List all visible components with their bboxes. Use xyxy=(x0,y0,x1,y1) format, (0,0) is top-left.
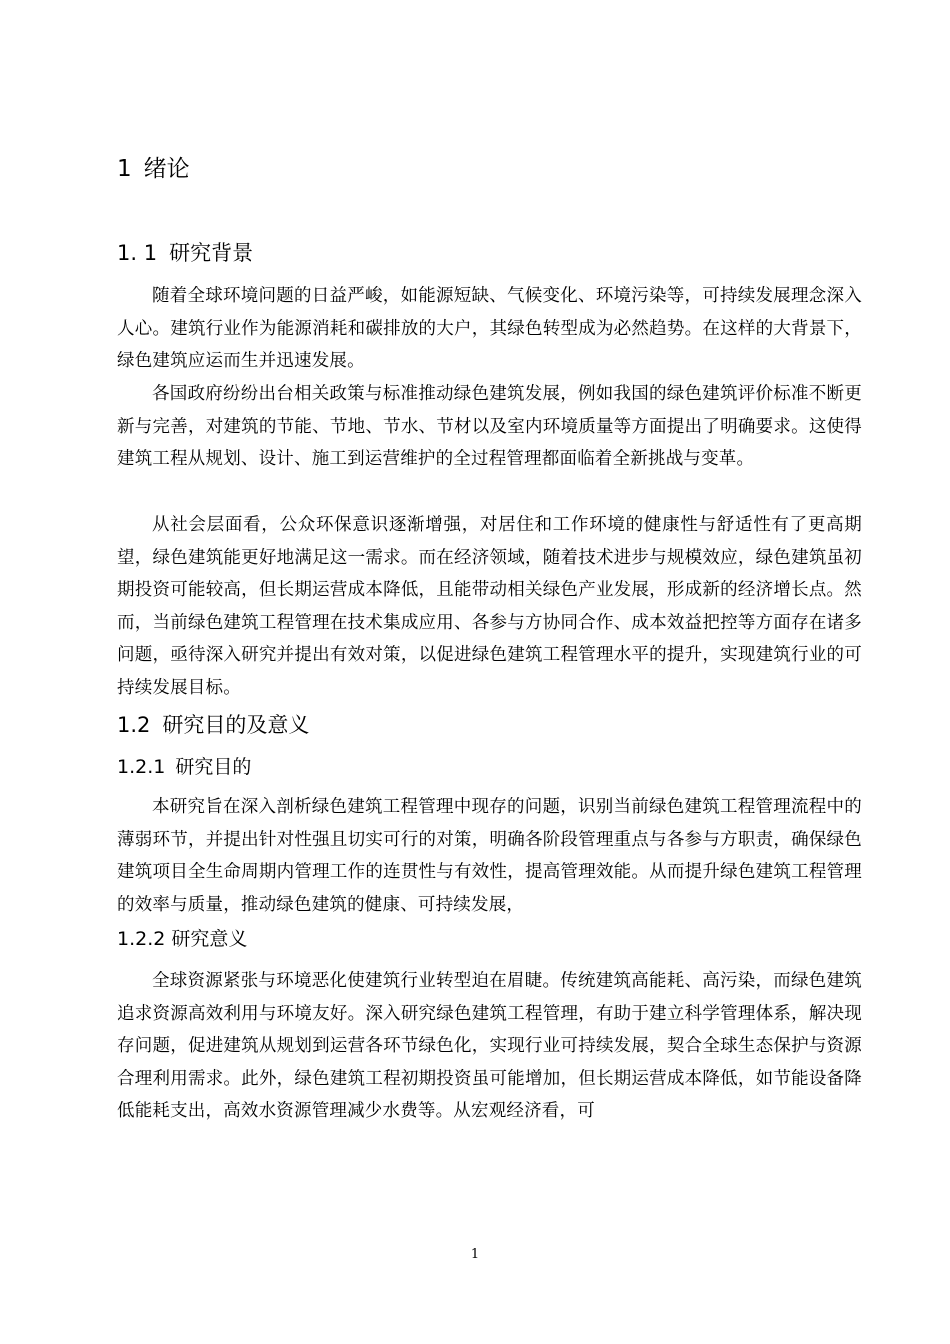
subsection-heading-1-2-1 xyxy=(117,753,251,781)
section-heading-1-1 xyxy=(117,238,253,268)
subsection-number: 1.2.1 xyxy=(117,756,166,778)
page-number: 1 xyxy=(470,1247,480,1262)
paragraph-background-3: 从社会层面看，公众环保意识逐渐增强，对居住和工作环境的健康性与舒适性有了更高期望，绿色建筑能更好地满足这一需求。而在经济领域，随着技术进步与规模效应，绿色建筑虽初期投资可能较高，但长期运营成本降低，且能带动相关绿色产业发展，形成新的经济增长点。然而，当前绿色建筑工程管理在技术集成应用、各参与方协同合作、成本效益把控等方面存在诸多问题，亟待深入研究并提出有效对策，以促进绿色建筑工程管理水平的提升，实现建筑行业的可持续发展目标。 xyxy=(117,515,862,698)
section-title: 研究背景 xyxy=(169,241,254,265)
chapter-number: 1 xyxy=(117,156,132,182)
section-heading-1-2 xyxy=(117,710,309,740)
paragraph-background-1: 随着全球环境问题的日益严峻，如能源短缺、气候变化、环境污染等，可持续发展理念深入人心。建筑行业作为能源消耗和碳排放的大户，其绿色转型成为必然趋势。在这样的大背景下，绿色建筑应运而生并迅速发展。 xyxy=(117,286,862,372)
section-number: 1. 1 xyxy=(117,241,158,265)
paragraph-purpose: 本研究旨在深入剖析绿色建筑工程管理中现存的问题，识别当前绿色建筑工程管理流程中的薄弱环节，并提出针对性强且切实可行的对策，明确各阶段管理重点与各参与方职责，确保绿色建筑项目全生命周期内管理工作的连贯性与有效性，提高管理效能。从而提升绿色建筑工程管理的效率与质量，推动绿色建筑的健康、可持续发展， xyxy=(117,797,862,915)
subsection-title: 研究目的 xyxy=(175,756,252,778)
paragraph-significance: 全球资源紧张与环境恶化使建筑行业转型迫在眉睫。传统建筑高能耗、高污染，而绿色建筑追求资源高效利用与环境友好。深入研究绿色建筑工程管理，有助于建立科学管理体系，解决现存问题，促进建筑从规划到运营各环节绿色化，实现行业可持续发展，契合全球生态保护与资源合理利用需求。此外，绿色建筑工程初期投资虽可能增加，但长期运营成本降低，如节能设备降低能耗支出，高效水资源管理减少水费等。从宏观经济看，可 xyxy=(117,971,862,1122)
chapter-heading xyxy=(117,153,190,185)
chapter-title: 绪论 xyxy=(143,156,190,182)
subsection-heading-1-2-2: 1.2.2 研究意义 xyxy=(117,928,248,950)
section-number: 1.2 xyxy=(117,713,151,737)
section-title: 研究目的及意义 xyxy=(162,713,310,737)
paragraph-background-2: 各国政府纷纷出台相关政策与标准推动绿色建筑发展，例如我国的绿色建筑评价标准不断更新与完善，对建筑的节能、节地、节水、节材以及室内环境质量等方面提出了明确要求。这使得建筑工程从规划、设计、施工到运营维护的全过程管理都面临着全新挑战与变革。 xyxy=(117,384,862,470)
